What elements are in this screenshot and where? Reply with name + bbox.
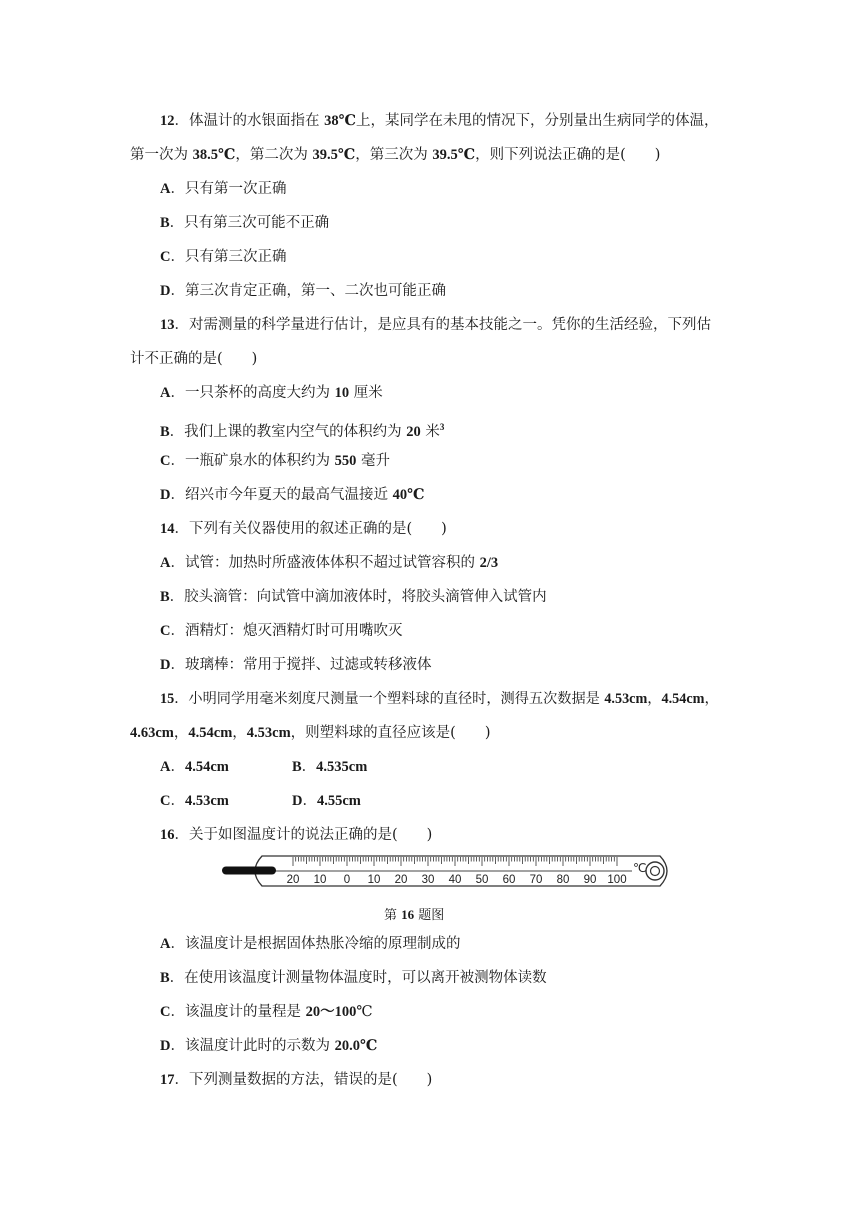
q15-text: ，	[232, 725, 247, 741]
q12-value: 39.5℃	[432, 147, 476, 163]
option-letter: B	[160, 423, 170, 440]
figure-caption	[384, 904, 444, 923]
option-text: ．	[170, 759, 185, 775]
superscript: 3	[439, 422, 445, 432]
option-value: 20.0℃	[334, 1038, 378, 1054]
option-text: ．只有第三次可能不正确	[169, 215, 330, 231]
option-text: ．	[302, 793, 317, 809]
option-value: 40℃	[392, 487, 425, 503]
scale-label: 90	[583, 874, 597, 886]
option-letter: C	[160, 249, 171, 265]
option-text: ．只有第一次正确	[170, 181, 287, 197]
q14-number: 14	[160, 521, 175, 537]
q12-value: 38℃	[324, 113, 356, 129]
scale-label: 70	[529, 874, 543, 886]
option-letter: A	[160, 936, 171, 952]
q12-value: 39.5℃	[312, 147, 356, 163]
q13-number: 13	[160, 317, 175, 333]
option-text: ．第三次肯定正确，第一、二次也可能正确	[170, 283, 446, 299]
thermometer-ring-inner	[651, 867, 660, 876]
q15-option-d	[292, 791, 361, 811]
option-letter: B	[160, 970, 170, 986]
q16-stem	[160, 825, 432, 845]
q14-stem	[160, 519, 447, 539]
q17-text: ．下列测量数据的方法，错误的是( )	[174, 1072, 433, 1088]
q14-option-a	[160, 553, 498, 573]
option-text: ．一瓶矿泉水的体积约为	[170, 453, 335, 469]
caption-text: 第	[384, 908, 402, 923]
option-letter: A	[160, 759, 171, 775]
option-letter: A	[160, 385, 171, 401]
q13-option-d	[160, 485, 424, 505]
q12-text: ．体温计的水银面指在	[174, 113, 325, 129]
option-value: 10	[334, 385, 350, 401]
q16-text: ．关于如图温度计的说法正确的是( )	[174, 827, 433, 843]
option-value: 20～100	[305, 1004, 357, 1020]
q15-text: ，则塑料球的直径应该是( )	[290, 725, 491, 741]
option-letter: D	[160, 487, 171, 503]
q12-stem-line1	[160, 111, 718, 131]
q13-text: 计不正确的是( )	[130, 351, 258, 367]
q15-value: 4.63cm	[130, 725, 174, 741]
q15-text: ．小明同学用毫米刻度尺测量一个塑料球的直径时，测得五次数据是	[174, 691, 605, 707]
q14-option-c	[160, 621, 402, 641]
q15-value: 4.53cm	[604, 691, 648, 707]
q16-option-d	[160, 1036, 377, 1056]
q15-number: 15	[160, 691, 175, 707]
option-text: ℃	[356, 1004, 373, 1020]
scale-label: 30	[421, 874, 435, 886]
option-text: ．在使用该温度计测量物体温度时，可以离开被测物体读数	[169, 970, 547, 986]
option-letter: D	[160, 283, 171, 299]
scale-label: 60	[502, 874, 516, 886]
q12-text: 第一次为	[130, 147, 193, 163]
q15-option-b	[292, 757, 367, 777]
mercury-bulb	[222, 867, 276, 875]
q16-number: 16	[160, 827, 175, 843]
q16-option-c	[160, 1002, 373, 1022]
option-text: ．	[301, 759, 317, 775]
option-text: 厘米	[349, 385, 383, 401]
option-value: 20	[406, 423, 421, 440]
q12-text: 上，某同学在未甩的情况下，分别量出生病同学的体温，	[355, 113, 719, 129]
option-text: ．胶头滴管：向试管中滴加液体时，将胶头滴管伸入试管内	[169, 589, 547, 605]
scale-label: 20	[394, 874, 408, 886]
option-letter: B	[292, 759, 302, 775]
option-value: 2/3	[479, 555, 499, 571]
q12-option-b	[160, 213, 329, 233]
scale-label: 10	[367, 874, 381, 886]
q15-text: ，	[173, 725, 189, 741]
option-text: ．酒精灯：熄灭酒精灯时可用嘴吹灭	[170, 623, 403, 639]
caption-text: 题图	[414, 908, 445, 923]
option-text: ．该温度计此时的示数为	[170, 1038, 335, 1054]
option-letter: C	[160, 623, 171, 639]
option-text: 米	[420, 423, 440, 440]
option-text: ．试管：加热时所盛液体体积不超过试管容积的	[170, 555, 480, 571]
q15-text: ，	[704, 691, 719, 707]
option-letter: B	[160, 215, 170, 231]
option-letter: A	[160, 181, 171, 197]
q14-option-b	[160, 587, 547, 607]
q13-option-b	[160, 417, 444, 442]
option-value: 4.55cm	[316, 793, 361, 809]
q15-value: 4.53cm	[246, 725, 291, 741]
scale-label: 100	[607, 874, 627, 886]
q16-option-b	[160, 968, 547, 988]
q15-option-c	[160, 791, 229, 811]
scale-label: 40	[448, 874, 462, 886]
q13-text: ．对需测量的科学量进行估计，是应具有的基本技能之一。凭你的生活经验，下列估	[174, 317, 711, 333]
q14-text: ．下列有关仪器使用的叙述正确的是( )	[174, 521, 447, 537]
q15-value: 4.54cm	[661, 691, 705, 707]
option-text: ．一只茶杯的高度大约为	[170, 385, 335, 401]
q13-option-a	[160, 383, 383, 403]
option-text: ．该温度计的量程是	[170, 1004, 306, 1020]
option-text: ．只有第三次正确	[170, 249, 287, 265]
q15-stem-line1	[160, 689, 719, 709]
q12-text: ，则下列说法正确的是( )	[475, 147, 661, 163]
option-text: ．该温度计是根据固体热胀冷缩的原理制成的	[170, 936, 461, 952]
option-text: ．玻璃棒：常用于搅拌、过滤或转移液体	[170, 657, 432, 673]
scale-label: 20	[286, 874, 300, 886]
q12-stem-line2	[130, 145, 660, 165]
q16-option-a	[160, 934, 460, 954]
option-text: ．	[170, 793, 185, 809]
scale-label: 80	[556, 874, 570, 886]
q15-stem-line2	[130, 723, 491, 743]
scale-label: 0	[343, 874, 351, 886]
q13-option-c	[160, 451, 390, 471]
q15-option-a	[160, 757, 229, 777]
q13-stem-line1	[160, 315, 711, 335]
option-value: 4.53cm	[184, 793, 229, 809]
option-letter: C	[160, 1004, 171, 1020]
option-letter: C	[160, 453, 171, 469]
option-letter: D	[160, 1038, 171, 1054]
q12-option-a	[160, 179, 286, 199]
option-text: ．我们上课的教室内空气的体积约为	[169, 423, 407, 440]
option-letter: D	[292, 793, 303, 809]
caption-number: 16	[401, 907, 415, 922]
option-text: ．绍兴市今年夏天的最高气温接近	[170, 487, 393, 503]
q12-option-c	[160, 247, 286, 267]
option-letter: D	[160, 657, 171, 673]
option-letter: A	[160, 555, 171, 571]
q17-stem	[160, 1070, 432, 1090]
q12-value: 38.5℃	[192, 147, 236, 163]
option-value: 550	[334, 453, 357, 469]
q13-stem-line2	[130, 349, 257, 369]
scale-label: 50	[475, 874, 489, 886]
q15-value: 4.54cm	[188, 725, 233, 741]
q12-text: ，第二次为	[235, 147, 313, 163]
q15-text: ，	[647, 691, 662, 707]
option-value: 4.535cm	[316, 759, 368, 775]
thermometer-figure	[0, 852, 860, 892]
option-letter: C	[160, 793, 171, 809]
option-text: 毫升	[356, 453, 390, 469]
q12-text: ，第三次为	[355, 147, 433, 163]
q12-option-d	[160, 281, 446, 301]
scale-label: 10	[313, 874, 327, 886]
option-value: 4.54cm	[184, 759, 229, 775]
q17-number: 17	[160, 1072, 175, 1088]
option-letter: B	[160, 589, 170, 605]
unit-label: ℃	[633, 861, 647, 875]
q14-option-d	[160, 655, 431, 675]
q12-number: 12	[160, 113, 175, 129]
